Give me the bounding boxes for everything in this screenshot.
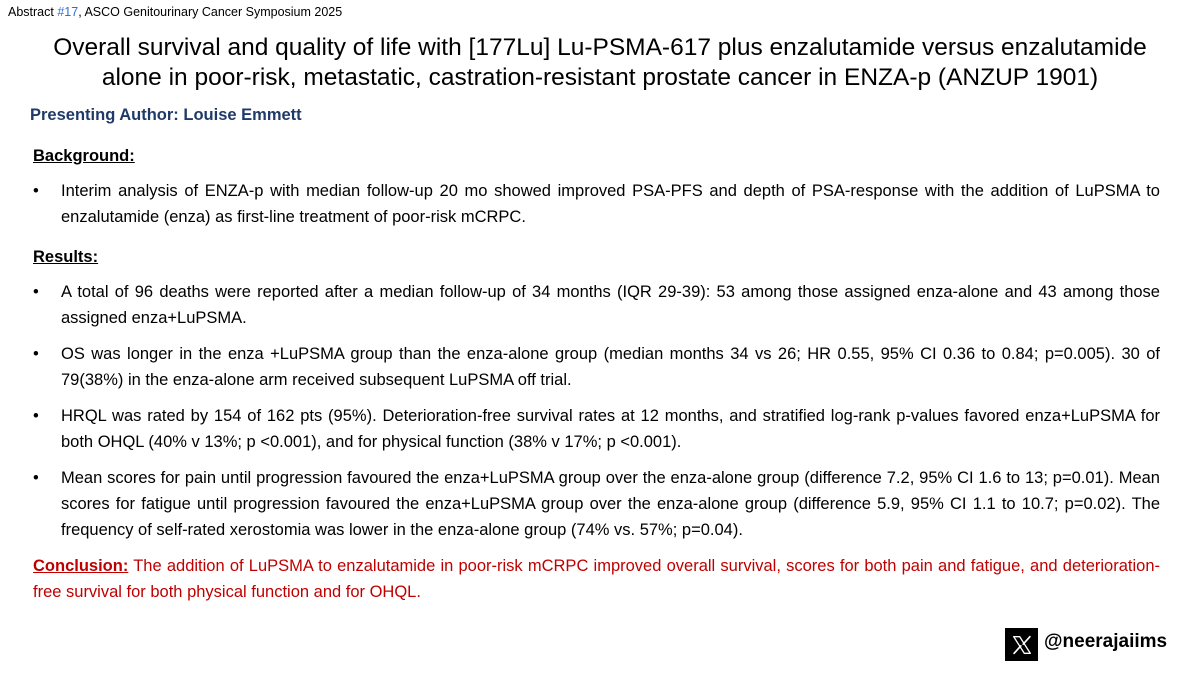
abstract-meeting: , ASCO Genitourinary Cancer Symposium 2025 (78, 5, 343, 19)
conclusion-label: Conclusion: (33, 557, 129, 575)
results-bullet-scores: • Mean scores for pain until progression favoured the enza+LuPSMA group over the enza-alone group (difference 7.2, 95% CI 1.6 to 13; p=0.01). Mean scores for fatigue until progression favoured the enza+LuPSMA group over the enza-alone group (difference 5.9, 95% CI 1.1 to 10.7; p=0.02). The frequency of self-rated xerostomia was lower in the enza-alone group (74% vs. 57%; p=0.04). (33, 465, 1160, 543)
abstract-number: #17 (57, 5, 79, 19)
background-bullet: • Interim analysis of ENZA-p with median follow-up 20 mo showed improved PSA-PFS and depth of PSA-response with the addition of LuPSMA to enzalutamide (enza) as first-line treatment of poor-risk mCRPC. (33, 178, 1160, 230)
abstract-body (33, 139, 1160, 605)
abstract-prefix: Abstract (8, 5, 58, 19)
results-bullet-deaths: • A total of 96 deaths were reported after a median follow-up of 34 months (IQR 29-39): 53 among those assigned enza-alone and 43 among those assigned enza+LuPSMA. (33, 279, 1160, 331)
results-bullet-os: • OS was longer in the enza +LuPSMA group than the enza-alone group (median months 34 vs 26; HR 0.55, 95% CI 0.36 to 0.84; p=0.005). 30 of 79(38%) in the enza-alone arm received subsequent LuPSMA off trial. (33, 341, 1160, 393)
social-handle[interactable]: @neerajaiims (1044, 631, 1168, 652)
conclusion (33, 553, 1160, 605)
title-line-1: Overall survival and quality of life with [177Lu] Lu-PSMA-617 plus enzalutamide versus enzalutamide (53, 34, 1147, 61)
presenting-author: Presenting Author: Louise Emmett (30, 106, 302, 124)
page-title (20, 33, 1180, 93)
title-line-2: alone in poor-risk, metastatic, castration-resistant prostate cancer in ENZA-p (ANZUP 1901) (101, 64, 1099, 91)
conclusion-text: The addition of LuPSMA to enzalutamide in poor-risk mCRPC improved overall survival, scores for both pain and fatigue, and deterioration-free survival for both physical function and for OHQL. (33, 557, 1160, 601)
results-heading: Results: (33, 248, 99, 266)
abstract-reference (8, 5, 342, 19)
x-logo-icon (1005, 628, 1038, 661)
background-heading: Background: (33, 147, 135, 165)
results-bullet-hrql: • HRQL was rated by 154 of 162 pts (95%). Deterioration-free survival rates at 12 months, and stratified log-rank p-values favored enza+LuPSMA for both OHQL (40% v 13%; p <0.001), and for physical function (38% v 17%; p <0.001). (33, 403, 1160, 455)
